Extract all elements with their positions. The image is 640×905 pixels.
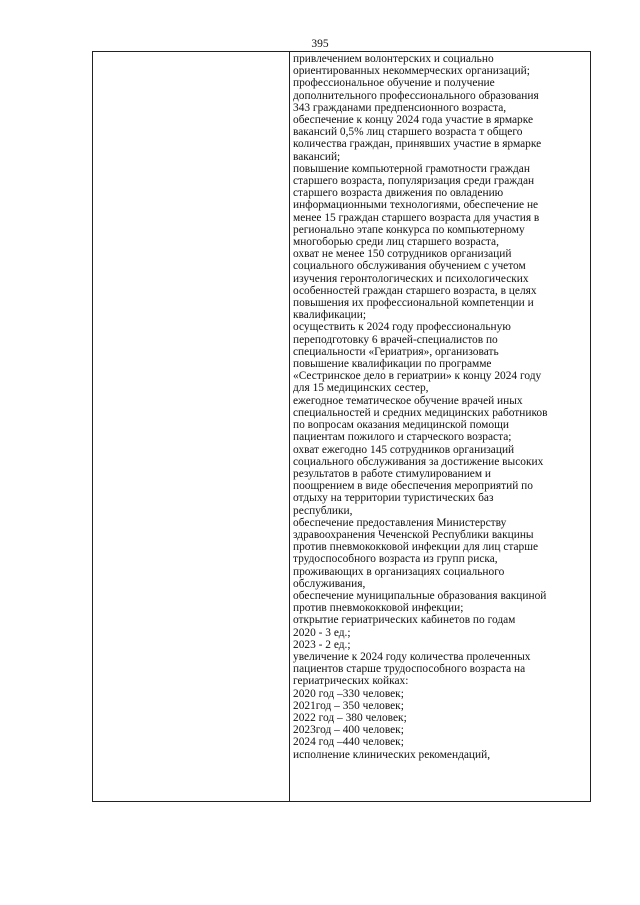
text-line: повышение компьютерной грамотности граждан	[293, 162, 530, 175]
text-line: осуществить к 2024 году профессиональную	[293, 321, 511, 334]
text-line: отдыху на территории туристических баз	[293, 492, 494, 505]
text-line: социального обслуживания за достижение высоких	[293, 455, 544, 468]
text-line: специальностей и средних медицинских работников	[293, 406, 548, 419]
document-table	[92, 51, 591, 802]
text-line: 2024 год –440 человек;	[293, 736, 404, 749]
left-cell-text	[93, 52, 289, 53]
text-line: для 15 медицинских сестер,	[293, 382, 429, 395]
text-line: открытие гериатрических кабинетов по годам	[293, 614, 516, 627]
right-cell-text	[290, 52, 590, 761]
text-line: старшего возраста, популяризация среди граждан	[293, 175, 535, 188]
table-cell-left	[93, 52, 290, 802]
text-line: привлечением волонтерских и социально	[293, 53, 494, 65]
text-line: «Сестринское дело в гериатрии» к концу 2024 году	[293, 370, 542, 383]
text-line: 2020 год –330 человек;	[293, 687, 404, 700]
text-line: республики,	[293, 504, 353, 517]
text-line: 2023год – 400 человек;	[293, 724, 404, 737]
text-line: обеспечение к концу 2024 года участие в ярмарке	[293, 114, 534, 127]
text-line: трудоспособного возраста из групп риска,	[293, 553, 498, 566]
text-line: исполнение клинических рекомендаций,	[293, 748, 491, 761]
text-line: против пневмококковой инфекции для лиц старше	[293, 541, 539, 554]
text-line: повышения их профессиональной компетенции и	[293, 297, 534, 310]
text-line: результатов в работе стимулированием и	[293, 467, 491, 480]
text-line: 2021год – 350 человек;	[293, 699, 404, 712]
text-line: особенностей граждан старшего возраста, в целях	[293, 284, 537, 297]
text-line: специальности «Гериатрия», организовать	[293, 345, 499, 358]
text-line: охват не менее 150 сотрудников организаций	[293, 248, 512, 261]
text-line: количества граждан, принявших участие в ярмарке	[293, 138, 542, 151]
text-line: здравоохранения Чеченской Республики вакцины	[293, 528, 534, 541]
text-line: пациентов старше трудоспособного возраста на	[293, 663, 526, 676]
text-line: менее 15 граждан старшего возраста для участия в	[293, 211, 540, 224]
text-line: ежегодное тематическое обучение врачей иных	[293, 394, 523, 407]
page-number: 395	[311, 38, 329, 50]
text-line: профессиональное обучение и получение	[293, 77, 495, 90]
text-line: квалификации;	[293, 309, 367, 322]
text-line: 2023 - 2 ед.;	[293, 638, 351, 651]
text-line: повышение квалификации по программе	[293, 358, 492, 371]
text-line: против пневмококковой инфекции;	[293, 602, 464, 615]
text-line: социального обслуживания обучением с учетом	[293, 260, 526, 273]
text-line: 2020 - 3 ед.;	[293, 626, 351, 639]
text-line: увеличение к 2024 году количества пролеченных	[293, 650, 531, 663]
table-row	[93, 52, 591, 802]
text-line: обслуживания,	[293, 577, 366, 590]
text-line: охват ежегодно 145 сотрудников организаций	[293, 443, 515, 456]
text-line: старшего возраста движения по овладению	[293, 187, 504, 200]
text-line: многоборью среди лиц старшего возраста,	[293, 236, 499, 249]
text-line: поощрением в виде обеспечения мероприятий по	[293, 480, 533, 493]
text-line: ориентированных некоммерческих организаций;	[293, 65, 530, 78]
text-line: вакансий 0,5% лиц старшего возраста т общего	[293, 126, 523, 139]
text-line: 2022 год – 380 человек;	[293, 711, 407, 724]
text-line: гериатрических койках:	[293, 675, 409, 688]
text-line: проживающих в организациях социального	[293, 565, 505, 578]
text-line: дополнительного профессионального образования	[293, 89, 539, 102]
text-line: обеспечение муниципальные образования вакциной	[293, 589, 547, 602]
text-line: 343 гражданами предпенсионного возраста,	[293, 101, 507, 114]
text-line: информационными технологиями, обеспечение не	[293, 199, 539, 212]
text-line: вакансий;	[293, 150, 341, 163]
text-line: по вопросам оказания медицинской помощи	[293, 419, 509, 432]
text-line: изучения геронтологических и психологических	[293, 272, 529, 285]
text-line: пациентам пожилого и старческого возраста;	[293, 431, 512, 444]
text-line: переподготовку 6 врачей-специалистов по	[293, 333, 498, 346]
table-cell-right	[290, 52, 591, 802]
text-line: обеспечение предоставления Министерству	[293, 516, 507, 529]
text-line: регионально этапе конкурса по компьютерному	[293, 223, 525, 236]
